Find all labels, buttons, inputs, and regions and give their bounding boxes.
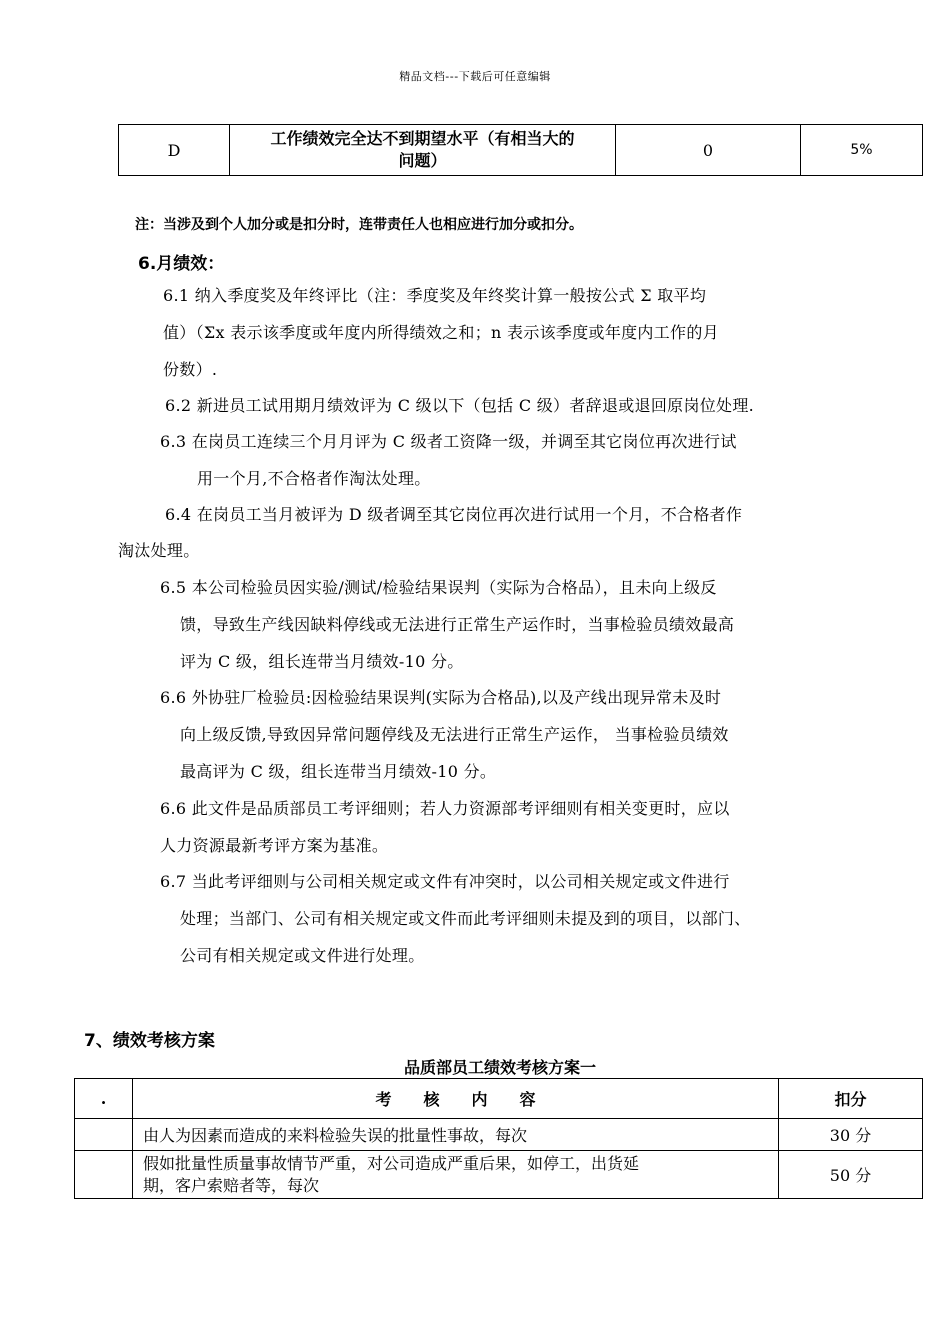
grade-cell: D [119,125,230,176]
section6-line: 6.6 此文件是品质部员工考评细则；若人力资源部考评细则有相关变更时，应以 [160,799,730,818]
section6-line: 向上级反馈,导致因异常问题停线及无法进行正常生产运作， 当事检验员绩效 [180,725,729,744]
table-row [119,125,923,176]
section6-line: 6.3 在岗员工连续三个月月评为 C 级者工资降一级，并调至其它岗位再次进行试 [160,432,737,451]
index-header: . [75,1079,133,1119]
section6-line: 份数）. [163,360,218,379]
section6-line: 人力资源最新考评方案为基准。 [160,836,389,855]
section6-title: 6.月绩效： [138,254,225,274]
grade-ratio-cell: 5% [801,125,923,176]
table-row [75,1119,923,1151]
grade-score-cell: 0 [616,125,801,176]
section6-line: 公司有相关规定或文件进行处理。 [180,946,425,965]
section6-line: 馈，导致生产线因缺料停线或无法进行正常生产运作时，当事检验员绩效最高 [180,615,735,634]
section6-line: 淘汰处理。 [118,541,200,560]
table-header-row [75,1079,923,1119]
grade-table [118,124,923,176]
page-header: 精品文档---下载后可任意编辑 [399,70,551,83]
section6-line: 6.2 新进员工试用期月绩效评为 C 级以下（包括 C 级）者辞退或退回原岗位处理. [165,396,755,415]
section6-line: 6.4 在岗员工当月被评为 D 级者调至其它岗位再次进行试用一个月，不合格者作 [165,505,743,524]
section6-line: 6.7 当此考评细则与公司相关规定或文件有冲突时，以公司相关规定或文件进行 [160,872,730,891]
section6-line: 用一个月,不合格者作淘汰处理。 [197,469,431,488]
section6-line: 评为 C 级，组长连带当月绩效-10 分。 [180,652,464,671]
assessment-table-title: 品质部员工绩效考核方案一 [403,1058,596,1077]
index-cell [75,1119,133,1151]
grade-description-line2: 问题） [398,151,447,170]
section7-title: 7、绩效考核方案 [84,1031,215,1051]
content-line2: 期，客户索赔者等，每次 [143,1175,320,1195]
section6-line: 6.6 外协驻厂检验员:因检验结果误判(实际为合格品),以及产线出现异常未及时 [160,688,722,707]
index-cell [75,1151,133,1199]
grade-description-cell [230,125,616,176]
content-cell [133,1151,779,1199]
content-line1: 假如批量性质量事故情节严重，对公司造成严重后果，如停工，出货延 [143,1153,640,1173]
content-header: 考 核 内 容 [133,1079,779,1119]
grade-description-line1: 工作绩效完全达不到期望水平（有相当大的 [270,129,575,148]
deduct-cell: 50 分 [779,1151,923,1199]
section6-line: 值）（Σx 表示该季度或年度内所得绩效之和；n 表示该季度或年度内工作的月 [163,323,719,342]
table-row [75,1151,923,1199]
section6-line: 6.5 本公司检验员因实验/测试/检验结果误判（实际为合格品），且未向上级反 [160,578,717,597]
section6-line: 6.1 纳入季度奖及年终评比（注：季度奖及年终奖计算一般按公式 Σ 取平均 [163,286,707,305]
assessment-table [74,1078,923,1199]
deduct-cell: 30 分 [779,1119,923,1151]
deduct-header: 扣分 [779,1079,923,1119]
section6-line: 处理；当部门、公司有相关规定或文件而此考评细则未提及到的项目，以部门、 [180,909,751,928]
section6-line: 最高评为 C 级，组长连带当月绩效-10 分。 [180,762,497,781]
note-text: 注：当涉及到个人加分或是扣分时，连带责任人也相应进行加分或扣分。 [135,217,583,233]
content-cell: 由人为因素而造成的来料检验失误的批量性事故，每次 [133,1119,779,1151]
